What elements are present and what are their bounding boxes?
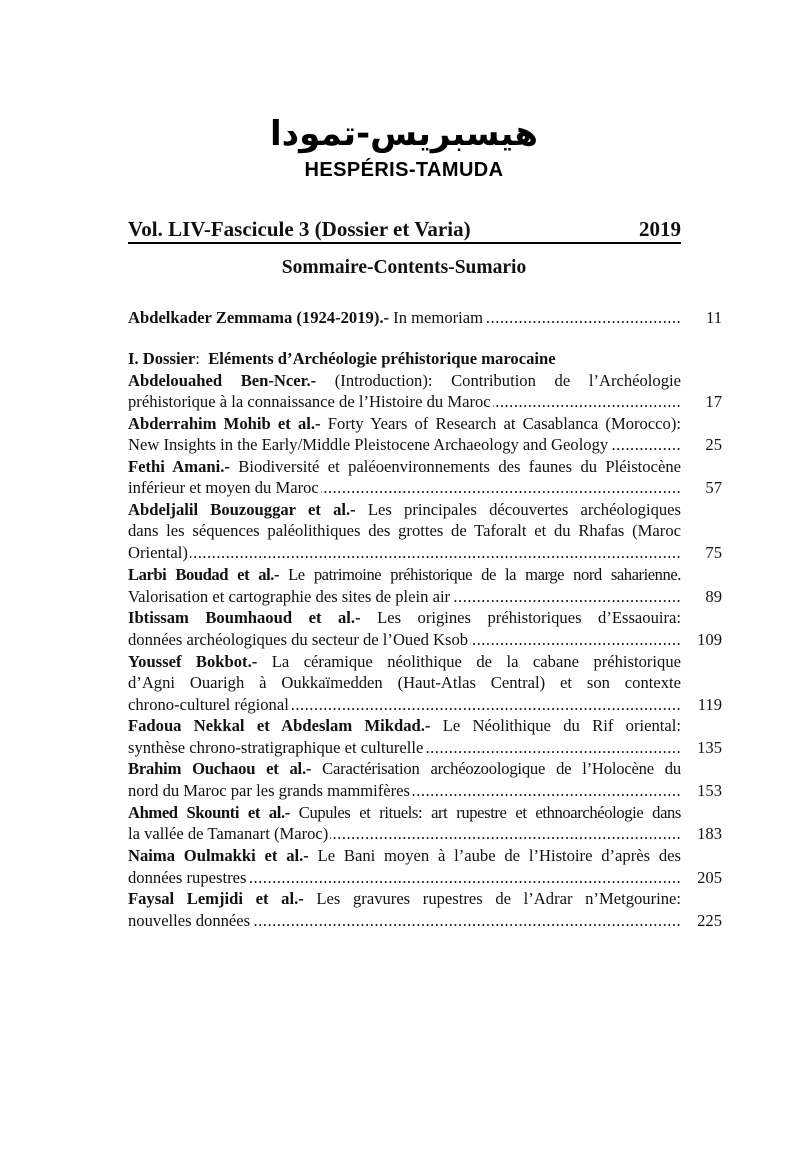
volume-year: 2019 bbox=[639, 217, 681, 241]
toc-entry[interactable] bbox=[128, 564, 722, 586]
toc-entry[interactable] bbox=[128, 456, 722, 478]
entry-page: 75 bbox=[705, 543, 722, 562]
toc-entry-continuation bbox=[128, 672, 722, 694]
toc-entry[interactable] bbox=[128, 802, 722, 824]
entry-title-cont: nouvelles données bbox=[128, 911, 251, 930]
entry-author: Brahim Ouchaou et al.- bbox=[128, 759, 312, 778]
entry-page: 17 bbox=[705, 392, 722, 411]
entry-title: (Introduction): Contribution de l’Archéologie bbox=[316, 371, 681, 390]
toc-entry-memoriam[interactable] bbox=[128, 307, 722, 329]
dossier-title: Eléments d’Archéologie préhistorique marocaine bbox=[208, 349, 556, 368]
journal-arabic-title: هيسبريس-تمودا bbox=[270, 114, 538, 154]
toc-entry-continuation bbox=[128, 477, 722, 499]
entry-title-cont: Oriental) bbox=[128, 543, 188, 562]
entry-page: 57 bbox=[705, 478, 722, 497]
entry-page: 205 bbox=[697, 868, 722, 887]
entry-title-cont: dans les séquences paléolithiques des grottes de Taforalt et du Rhafas (Maroc bbox=[128, 521, 681, 540]
entry-title: Le Néolithique du Rif oriental: bbox=[430, 716, 681, 735]
toc-entry[interactable] bbox=[128, 413, 722, 435]
entry-title-cont: Valorisation et cartographie des sites de plein air bbox=[128, 587, 451, 606]
entry-title: Cupules et rituels: art rupestre et ethnoarchéologie dans bbox=[289, 803, 681, 822]
entry-title-cont: données rupestres bbox=[128, 868, 247, 887]
entry-page: 11 bbox=[706, 308, 722, 327]
entry-title-cont: chrono-culturel régional bbox=[128, 695, 289, 714]
entry-page: 25 bbox=[705, 435, 722, 454]
entry-title-cont: synthèse chrono-stratigraphique et culturelle bbox=[128, 738, 424, 757]
entry-author: Abdeljalil Bouzouggar et al.- bbox=[128, 500, 356, 519]
entry-page: 119 bbox=[697, 695, 722, 714]
entry-author: Youssef Bokbot.- bbox=[128, 652, 258, 671]
journal-latin-title: HESPÉRIS-TAMUDA bbox=[304, 159, 504, 181]
toc-entry[interactable] bbox=[128, 845, 722, 867]
entry-author: Naima Oulmakki et al.- bbox=[128, 846, 309, 865]
volume-label: Vol. LIV-Fascicule 3 (Dossier et Varia) bbox=[128, 217, 471, 241]
toc-entry-continuation bbox=[128, 780, 722, 802]
entry-author: Abderrahim Mohib et al.- bbox=[128, 414, 321, 433]
toc-entry-continuation bbox=[128, 737, 722, 759]
entry-title-cont: données archéologiques du secteur de l’Oued Ksob bbox=[128, 630, 469, 649]
entry-title-cont: d’Agni Ouarigh à Oukkaïmedden (Haut-Atlas Central) et son contexte bbox=[128, 673, 681, 692]
entry-title: Les principales découvertes archéologiques bbox=[355, 500, 681, 519]
entry-author: Fethi Amani.- bbox=[128, 457, 230, 476]
entry-page: 225 bbox=[697, 911, 722, 930]
entry-title: In memoriam bbox=[389, 308, 484, 327]
toc-entry-continuation bbox=[128, 434, 722, 456]
entry-author: Ibtissam Boumhaoud et al.- bbox=[128, 608, 361, 627]
toc-entry-continuation bbox=[128, 586, 722, 608]
entry-page: 109 bbox=[697, 630, 722, 649]
entry-title: Biodiversité et paléoenvironnements des faunes du Pléistocène bbox=[229, 457, 681, 476]
entry-author: Larbi Boudad et al.- bbox=[128, 565, 280, 584]
entry-title: Caractérisation archéozoologique de l’Holocène du bbox=[311, 759, 681, 778]
entry-author: Fadoua Nekkal et Abdeslam Mikdad.- bbox=[128, 716, 431, 735]
toc-entry[interactable] bbox=[128, 715, 722, 737]
entry-author: Ahmed Skounti et al.- bbox=[128, 803, 290, 822]
toc-entry[interactable] bbox=[128, 607, 722, 629]
entry-title: Le patrimoine préhistorique de la marge nord saharienne. bbox=[279, 565, 681, 584]
entry-page: 89 bbox=[705, 587, 722, 606]
toc-entry-continuation bbox=[128, 542, 722, 564]
dossier-heading: I. Dossier: Eléments d’Archéologie préhistorique marocaine bbox=[128, 349, 556, 368]
toc-entry[interactable] bbox=[128, 499, 722, 521]
toc-entry-continuation bbox=[128, 520, 722, 542]
toc-entry[interactable] bbox=[128, 758, 722, 780]
entry-title: Les gravures rupestres de l’Adrar n’Metgourine: bbox=[303, 889, 681, 908]
entry-page: 183 bbox=[697, 824, 722, 843]
entry-title: La céramique néolithique de la cabane préhistorique bbox=[257, 652, 681, 671]
entry-title: Les origines préhistoriques d’Essaouira: bbox=[360, 608, 681, 627]
entry-title-cont: préhistorique à la connaissance de l’Histoire du Maroc bbox=[128, 392, 491, 411]
entry-title-cont: inférieur et moyen du Maroc bbox=[128, 478, 319, 497]
entry-page: 135 bbox=[697, 738, 722, 757]
toc-entry[interactable] bbox=[128, 651, 722, 673]
volume-line bbox=[128, 216, 681, 244]
toc-entry-continuation bbox=[128, 910, 722, 932]
toc-entry-continuation bbox=[128, 867, 722, 889]
toc-entry[interactable] bbox=[128, 370, 722, 392]
entry-title-cont: New Insights in the Early/Middle Pleistocene Archaeology and Geology bbox=[128, 435, 609, 454]
entry-title-cont: nord du Maroc par les grands mammifères bbox=[128, 781, 411, 800]
entry-page: 153 bbox=[697, 781, 722, 800]
entry-author: Abdelkader Zemmama (1924-2019).- bbox=[128, 308, 390, 327]
dossier-label: I. Dossier bbox=[128, 349, 196, 368]
contents-heading: Sommaire-Contents-Sumario bbox=[281, 257, 527, 278]
toc-entry-continuation bbox=[128, 694, 722, 716]
entry-title-cont: la vallée de Tamanart (Maroc) bbox=[128, 824, 329, 843]
entry-author: Abdelouahed Ben-Ncer.- bbox=[128, 371, 317, 390]
journal-logo bbox=[0, 112, 808, 182]
entry-title: Le Bani moyen à l’aube de l’Histoire d’après des bbox=[308, 846, 681, 865]
toc-entry[interactable] bbox=[128, 888, 722, 910]
toc-entry-continuation bbox=[128, 391, 722, 413]
entry-author: Faysal Lemjidi et al.- bbox=[128, 889, 304, 908]
entry-title: Forty Years of Research at Casablanca (Morocco): bbox=[320, 414, 681, 433]
toc-entry-continuation bbox=[128, 629, 722, 651]
toc-entry-continuation bbox=[128, 823, 722, 845]
